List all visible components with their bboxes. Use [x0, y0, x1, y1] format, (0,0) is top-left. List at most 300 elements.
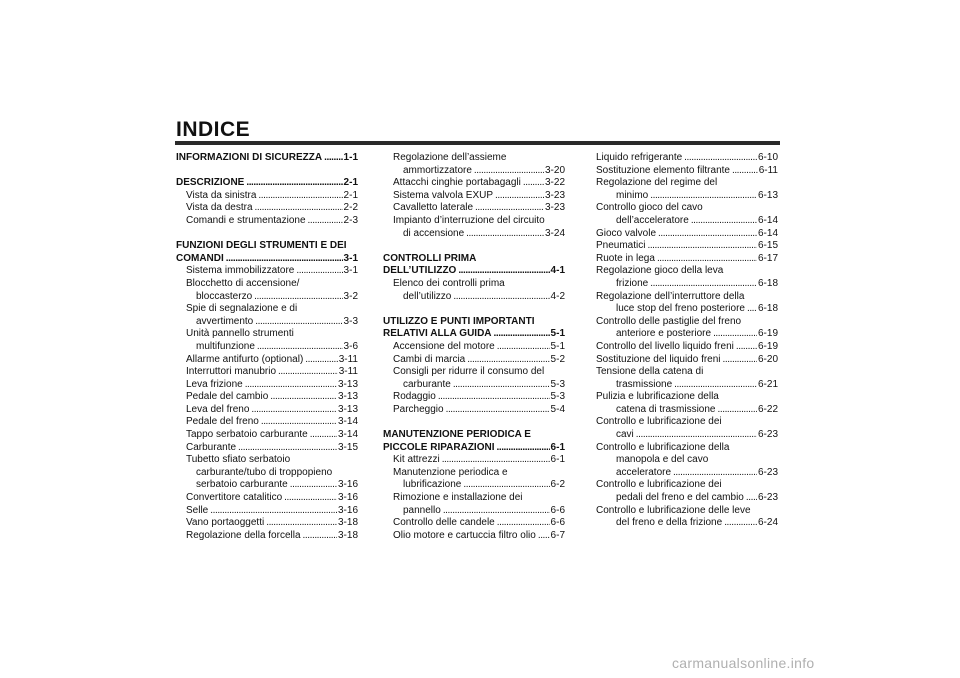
toc-entry-title: Controllo e lubrificazione dei — [596, 479, 722, 491]
toc-section-entry[interactable] — [176, 253, 358, 266]
spacer — [176, 165, 358, 178]
toc-entry[interactable] — [596, 391, 778, 404]
dot-leader — [290, 479, 337, 492]
toc-entry-title: Regolazione gioco della leva — [596, 265, 724, 277]
toc-page-number: 3-1 — [343, 265, 358, 277]
toc-entry[interactable] — [383, 404, 565, 417]
toc-page-number: 3-11 — [338, 353, 358, 365]
toc-page-number: 3-11 — [338, 366, 358, 378]
toc-entry-title: di accensione — [403, 227, 465, 239]
toc-entry-title: serbatoio carburante — [196, 479, 288, 491]
toc-entry[interactable] — [596, 416, 778, 429]
toc-entry-title: Tubetto sfiato serbatoio — [186, 454, 291, 466]
toc-entry[interactable] — [596, 467, 778, 480]
toc-page-number: 6-20 — [757, 353, 778, 365]
toc-entry[interactable] — [176, 442, 358, 455]
toc-entry[interactable] — [176, 454, 358, 467]
toc-entry-title: catena di trasmissione — [616, 403, 716, 415]
toc-column-2 — [383, 152, 565, 542]
toc-page-number: 3-24 — [544, 227, 565, 239]
toc-entry[interactable] — [176, 215, 358, 228]
toc-page-number: 3-20 — [544, 164, 565, 176]
toc-page-number: 3-18 — [337, 517, 358, 529]
toc-entry[interactable] — [383, 152, 565, 165]
toc-entry[interactable] — [176, 479, 358, 492]
toc-entry-title: Selle — [186, 504, 209, 516]
toc-entry-title: acceleratore — [616, 466, 672, 478]
toc-entry[interactable] — [596, 215, 778, 228]
dot-leader — [650, 190, 757, 203]
toc-entry[interactable] — [176, 303, 358, 316]
toc-page-number: 6-23 — [757, 429, 778, 441]
toc-entry-title: Olio motore e cartuccia filtro olio — [393, 529, 536, 541]
toc-entry[interactable] — [383, 454, 565, 467]
toc-page-number: 6-6 — [550, 517, 565, 529]
toc-entry-title: Controllo delle pastiglie del freno — [596, 315, 742, 327]
toc-entry-title: Kit attrezzi — [393, 454, 440, 466]
toc-entry[interactable] — [596, 517, 778, 530]
toc-entry[interactable] — [596, 454, 778, 467]
toc-entry[interactable] — [596, 278, 778, 291]
toc-page-number: 3-22 — [544, 177, 565, 189]
toc-entry-title: Sostituzione elemento filtrante — [596, 164, 730, 176]
dot-leader — [691, 215, 757, 228]
toc-entry[interactable] — [383, 228, 565, 241]
toc-page-number: 6-17 — [757, 252, 778, 264]
toc-entry-title: Sistema immobilizzatore — [186, 265, 295, 277]
toc-entry-title: avvertimento — [196, 315, 254, 327]
toc-entry[interactable] — [383, 165, 565, 178]
page-title: INDICE — [176, 118, 251, 141]
toc-entry-title: CONTROLLI PRIMA — [383, 252, 477, 264]
toc-page-number: 6-2 — [550, 479, 565, 491]
toc-page-number: 3-13 — [337, 378, 358, 390]
toc-section-entry[interactable] — [383, 328, 565, 341]
toc-entry[interactable] — [596, 341, 778, 354]
dot-leader — [458, 265, 549, 278]
toc-entry[interactable] — [176, 505, 358, 518]
toc-page-number: 3-2 — [343, 290, 358, 302]
dot-leader — [658, 228, 757, 241]
toc-entry[interactable] — [383, 341, 565, 354]
toc-entry[interactable] — [383, 354, 565, 367]
toc-entry-title: Leva del freno — [186, 403, 250, 415]
toc-page-number: 5-1 — [550, 340, 565, 352]
toc-page-number: 3-3 — [343, 315, 358, 327]
toc-entry[interactable] — [176, 366, 358, 379]
toc-entry[interactable] — [383, 505, 565, 518]
dot-leader — [261, 416, 337, 429]
toc-entry-title: RELATIVI ALLA GUIDA — [383, 328, 492, 340]
dot-leader — [463, 479, 549, 492]
toc-entry-title: pedali del freno e del cambio — [616, 492, 744, 504]
toc-section-entry[interactable] — [383, 253, 565, 266]
toc-entry[interactable] — [176, 467, 358, 480]
toc-entry-title: Pedale del freno — [186, 416, 259, 428]
toc-entry[interactable] — [596, 303, 778, 316]
dot-leader — [296, 265, 342, 278]
toc-page-number: 3-18 — [337, 529, 358, 541]
toc-entry-title: Convertitore catalitico — [186, 492, 283, 504]
dot-leader — [718, 404, 757, 417]
dot-leader — [684, 152, 757, 165]
toc-entry-title: MANUTENZIONE PERIODICA E — [383, 429, 531, 441]
watermark: carmanualsonline.info — [672, 655, 815, 671]
toc-entry[interactable] — [383, 492, 565, 505]
dot-leader — [723, 354, 757, 367]
toc-page-number: 6-23 — [757, 492, 778, 504]
toc-section-entry[interactable] — [383, 316, 565, 329]
toc-page-number: 6-14 — [757, 227, 778, 239]
toc-entry-title: frizione — [616, 277, 649, 289]
toc-entry-title: cavi — [616, 429, 634, 441]
toc-entry-title: Interruttori manubrio — [186, 366, 277, 378]
toc-page-number: 6-24 — [757, 517, 778, 529]
toc-entry-title: Manutenzione periodica e — [393, 466, 508, 478]
toc-entry-title: carburante — [403, 378, 451, 390]
toc-entry-title: luce stop del freno posteriore — [616, 303, 745, 315]
toc-page-number: 3-13 — [337, 403, 358, 415]
toc-entry-title: Ruote in lega — [596, 252, 655, 264]
toc-page-number: 5-2 — [550, 353, 565, 365]
dot-leader — [303, 530, 337, 543]
dot-leader — [284, 492, 337, 505]
toc-entry-title: PICCOLE RIPARAZIONI — [383, 441, 495, 453]
toc-page-number: 1-1 — [343, 152, 358, 163]
toc-entry[interactable] — [596, 190, 778, 203]
toc-column-3 — [596, 152, 778, 530]
toc-entry-title: Elenco dei controlli prima — [393, 277, 505, 289]
toc-page-number: 5-1 — [550, 328, 565, 340]
dot-leader — [713, 328, 757, 341]
dot-leader — [496, 442, 549, 455]
toc-entry[interactable] — [596, 202, 778, 215]
toc-section-entry[interactable] — [383, 442, 565, 455]
dot-leader — [674, 379, 757, 392]
dot-leader — [324, 152, 342, 165]
toc-entry-title: Tensione della catena di — [596, 366, 704, 378]
dot-leader — [497, 517, 550, 530]
toc-entry[interactable] — [596, 379, 778, 392]
toc-entry-title: carburante/tubo di troppopieno — [196, 466, 333, 478]
toc-entry-title: pannello — [403, 504, 441, 516]
toc-page-number: 6-19 — [757, 328, 778, 340]
dot-leader — [226, 253, 343, 266]
dot-leader — [636, 429, 757, 442]
toc-entry[interactable] — [176, 379, 358, 392]
toc-page-number: 2-1 — [343, 189, 358, 201]
dot-leader — [255, 202, 343, 215]
toc-entry[interactable] — [383, 530, 565, 543]
toc-entry-title: DELL’UTILIZZO — [383, 265, 457, 277]
toc-page-number: 6-11 — [758, 164, 778, 176]
toc-page-number: 6-22 — [757, 403, 778, 415]
toc-entry-title: Sostituzione del liquido freni — [596, 353, 721, 365]
toc-entry-title: del freno e della frizione — [616, 517, 723, 529]
toc-entry-title: Regolazione della forcella — [186, 529, 301, 541]
dot-leader — [475, 202, 544, 215]
toc-entry[interactable] — [383, 517, 565, 530]
dot-leader — [438, 391, 550, 404]
toc-entry[interactable] — [383, 291, 565, 304]
toc-entry[interactable] — [176, 492, 358, 505]
toc-entry-title: dell’acceleratore — [616, 214, 689, 226]
dot-leader — [310, 429, 337, 442]
toc-entry[interactable] — [383, 479, 565, 492]
toc-entry[interactable] — [176, 416, 358, 429]
toc-page-number: 6-15 — [757, 240, 778, 252]
toc-entry[interactable] — [383, 379, 565, 392]
toc-entry-title: Regolazione del regime del — [596, 177, 718, 189]
dot-leader — [255, 316, 342, 329]
toc-entry[interactable] — [383, 202, 565, 215]
toc-entry[interactable] — [176, 291, 358, 304]
dot-leader — [443, 505, 550, 518]
toc-page-number: 5-3 — [550, 378, 565, 390]
toc-entry-title: Controllo gioco del cavo — [596, 202, 703, 214]
toc-entry[interactable] — [596, 505, 778, 518]
toc-page-number: 6-19 — [757, 340, 778, 352]
toc-entry-title: Rimozione e installazione dei — [393, 492, 523, 504]
toc-section-entry[interactable] — [383, 265, 565, 278]
toc-entry-title: Controllo e lubrificazione della — [596, 441, 730, 453]
toc-entry[interactable] — [176, 202, 358, 215]
toc-page-number: 3-23 — [544, 189, 565, 201]
toc-entry[interactable] — [596, 404, 778, 417]
dot-leader — [467, 354, 549, 367]
toc-page-number: 6-18 — [757, 303, 778, 315]
toc-entry-title: Regolazione dell’interruttore della — [596, 290, 745, 302]
toc-entry[interactable] — [596, 366, 778, 379]
toc-page-number: 6-1 — [550, 441, 565, 453]
toc-entry[interactable] — [596, 316, 778, 329]
dot-leader — [747, 303, 757, 316]
dot-leader — [442, 454, 550, 467]
toc-entry-title: Regolazione dell’assieme — [393, 152, 507, 163]
toc-entry-title: Leva frizione — [186, 378, 243, 390]
toc-entry-title: Vista da destra — [186, 202, 253, 214]
toc-entry[interactable] — [176, 517, 358, 530]
toc-page-number: 6-10 — [757, 152, 778, 163]
dot-leader — [746, 492, 757, 505]
toc-entry[interactable] — [383, 366, 565, 379]
spacer — [383, 240, 565, 253]
toc-entry[interactable] — [596, 165, 778, 178]
toc-entry-title: Allarme antifurto (optional) — [186, 353, 304, 365]
toc-entry[interactable] — [596, 492, 778, 505]
dot-leader — [308, 215, 343, 228]
toc-page-number: 6-13 — [757, 189, 778, 201]
toc-page-number: 2-2 — [343, 202, 358, 214]
toc-entry[interactable] — [596, 479, 778, 492]
toc-entry[interactable] — [596, 291, 778, 304]
toc-entry[interactable] — [176, 354, 358, 367]
dot-leader — [474, 165, 544, 178]
toc-entry-title: Comandi e strumentazione — [186, 214, 306, 226]
dot-leader — [278, 366, 338, 379]
dot-leader — [266, 517, 337, 530]
toc-entry[interactable] — [176, 391, 358, 404]
dot-leader — [251, 404, 337, 417]
toc-entry[interactable] — [383, 215, 565, 228]
toc-page-number: 4-2 — [550, 290, 565, 302]
toc-entry[interactable] — [596, 152, 778, 165]
toc-page-number: 4-1 — [550, 265, 565, 277]
toc-section-entry[interactable] — [176, 240, 358, 253]
toc-entry[interactable] — [176, 429, 358, 442]
spacer — [383, 416, 565, 429]
dot-leader — [238, 442, 337, 455]
toc-entry-title: Tappo serbatoio carburante — [186, 429, 308, 441]
toc-entry-title: Carburante — [186, 441, 237, 453]
dot-leader — [647, 240, 757, 253]
toc-entry[interactable] — [176, 530, 358, 543]
toc-entry-title: Blocchetto di accensione/ — [186, 277, 300, 289]
toc-entry-title: Vista da sinistra — [186, 189, 257, 201]
toc-entry[interactable] — [176, 328, 358, 341]
toc-page-number: 6-18 — [757, 277, 778, 289]
toc-page-number: 6-21 — [757, 378, 778, 390]
dot-leader — [732, 165, 758, 178]
toc-section-entry[interactable] — [176, 177, 358, 190]
spacer — [176, 228, 358, 241]
toc-entry[interactable] — [596, 228, 778, 241]
dot-leader — [538, 530, 550, 543]
toc-entry-title: Impianto d’interruzione del circuito — [393, 214, 545, 226]
toc-entry-title: multifunzione — [196, 340, 255, 352]
toc-entry-title: Spie di segnalazione e di — [186, 303, 298, 315]
toc-page-number: 5-3 — [550, 391, 565, 403]
toc-page-number: 3-23 — [544, 202, 565, 214]
toc-entry[interactable] — [176, 341, 358, 354]
toc-entry-title: UTILIZZO E PUNTI IMPORTANTI — [383, 315, 535, 327]
toc-entry[interactable] — [383, 177, 565, 190]
dot-leader — [495, 190, 544, 203]
toc-section-entry[interactable] — [383, 429, 565, 442]
toc-entry[interactable] — [176, 190, 358, 203]
toc-entry-title: Controllo e lubrificazione delle leve — [596, 504, 751, 516]
toc-entry-title: FUNZIONI DEGLI STRUMENTI E DEI — [176, 240, 347, 252]
toc-entry-title: Pulizia e lubrificazione della — [596, 391, 719, 403]
toc-page-number: 6-7 — [550, 529, 565, 541]
toc-entry-title: lubrificazione — [403, 479, 462, 491]
dot-leader — [523, 177, 544, 190]
toc-entry-title: manopola e del cavo — [616, 454, 709, 466]
dot-leader — [257, 341, 343, 354]
toc-page-number: 3-15 — [337, 441, 358, 453]
toc-entry[interactable] — [176, 316, 358, 329]
dot-leader — [497, 341, 550, 354]
toc-column-1 — [176, 152, 358, 542]
toc-entry-title: Pneumatici — [596, 240, 646, 252]
toc-page-number: 3-14 — [337, 416, 358, 428]
toc-entry[interactable] — [596, 429, 778, 442]
dot-leader — [270, 391, 337, 404]
dot-leader — [724, 517, 757, 530]
toc-entry-title: Parcheggio — [393, 403, 444, 415]
dot-leader — [446, 404, 550, 417]
toc-page-number: 3-6 — [343, 340, 358, 352]
toc-entry-title: trasmissione — [616, 378, 673, 390]
toc-entry[interactable] — [596, 240, 778, 253]
dot-leader — [258, 190, 342, 203]
toc-entry[interactable] — [596, 442, 778, 455]
toc-entry[interactable] — [596, 177, 778, 190]
dot-leader — [246, 177, 342, 190]
toc-entry-title: COMANDI — [176, 252, 224, 264]
toc-entry-title: Unità pannello strumenti — [186, 328, 294, 340]
toc-entry[interactable] — [383, 391, 565, 404]
dot-leader — [466, 228, 544, 241]
toc-entry-title: Accensione del motore — [393, 340, 495, 352]
toc-page-number: 3-13 — [337, 391, 358, 403]
toc-entry-title: Liquido refrigerante — [596, 152, 683, 163]
toc-entry[interactable] — [176, 404, 358, 417]
toc-section-entry[interactable] — [176, 152, 358, 165]
dot-leader — [254, 291, 342, 304]
toc-entry-title: Controllo del livello liquido freni — [596, 340, 734, 352]
toc-entry-title: Controllo delle candele — [393, 517, 495, 529]
toc-entry[interactable] — [383, 278, 565, 291]
toc-page-number: 3-16 — [337, 492, 358, 504]
toc-page-number: 6-1 — [550, 454, 565, 466]
dot-leader — [453, 379, 550, 392]
toc-entry[interactable] — [596, 354, 778, 367]
toc-page-number: 3-1 — [343, 252, 358, 264]
toc-entry[interactable] — [596, 265, 778, 278]
toc-entry[interactable] — [383, 467, 565, 480]
toc-entry-title: Gioco valvole — [596, 227, 657, 239]
dot-leader — [673, 467, 757, 480]
toc-entry-title: INFORMAZIONI DI SICUREZZA — [176, 152, 323, 163]
toc-entry-title: Cambi di marcia — [393, 353, 466, 365]
toc-entry-title: Pedale del cambio — [186, 391, 269, 403]
spacer — [383, 303, 565, 316]
dot-leader — [494, 328, 550, 341]
toc-page-number: 6-6 — [550, 504, 565, 516]
toc-page-number: 2-1 — [343, 177, 358, 189]
toc-entry-title: minimo — [616, 189, 649, 201]
dot-leader — [736, 341, 757, 354]
toc-entry-title: Cavalletto laterale — [393, 202, 474, 214]
toc-page-number: 2-3 — [343, 214, 358, 226]
dot-leader — [453, 291, 549, 304]
toc-page-number: 3-14 — [337, 429, 358, 441]
toc-entry-title: anteriore e posteriore — [616, 328, 712, 340]
toc-page-number: 6-23 — [757, 466, 778, 478]
toc-entry[interactable] — [596, 328, 778, 341]
toc-entry-title: Attacchi cinghie portabagagli — [393, 177, 521, 189]
toc-entry-title: Rodaggio — [393, 391, 436, 403]
title-rule — [175, 141, 780, 145]
toc-entry[interactable] — [383, 190, 565, 203]
dot-leader — [305, 354, 337, 367]
toc-entry-title: ammortizzatore — [403, 164, 472, 176]
toc-page-number: 3-16 — [337, 479, 358, 491]
dot-leader — [245, 379, 337, 392]
toc-entry-title: Sistema valvola EXUP — [393, 189, 494, 201]
toc-entry[interactable] — [176, 278, 358, 291]
dot-leader — [210, 505, 337, 518]
toc-entry-title: bloccasterzo — [196, 290, 253, 302]
toc-entry[interactable] — [596, 253, 778, 266]
dot-leader — [657, 253, 757, 266]
toc-page-number: 5-4 — [550, 403, 565, 415]
toc-entry-title: dell’utilizzo — [403, 290, 452, 302]
toc-entry[interactable] — [176, 265, 358, 278]
toc-entry-title: Consigli per ridurre il consumo del — [393, 366, 545, 378]
toc-entry-title: Vano portaoggetti — [186, 517, 265, 529]
